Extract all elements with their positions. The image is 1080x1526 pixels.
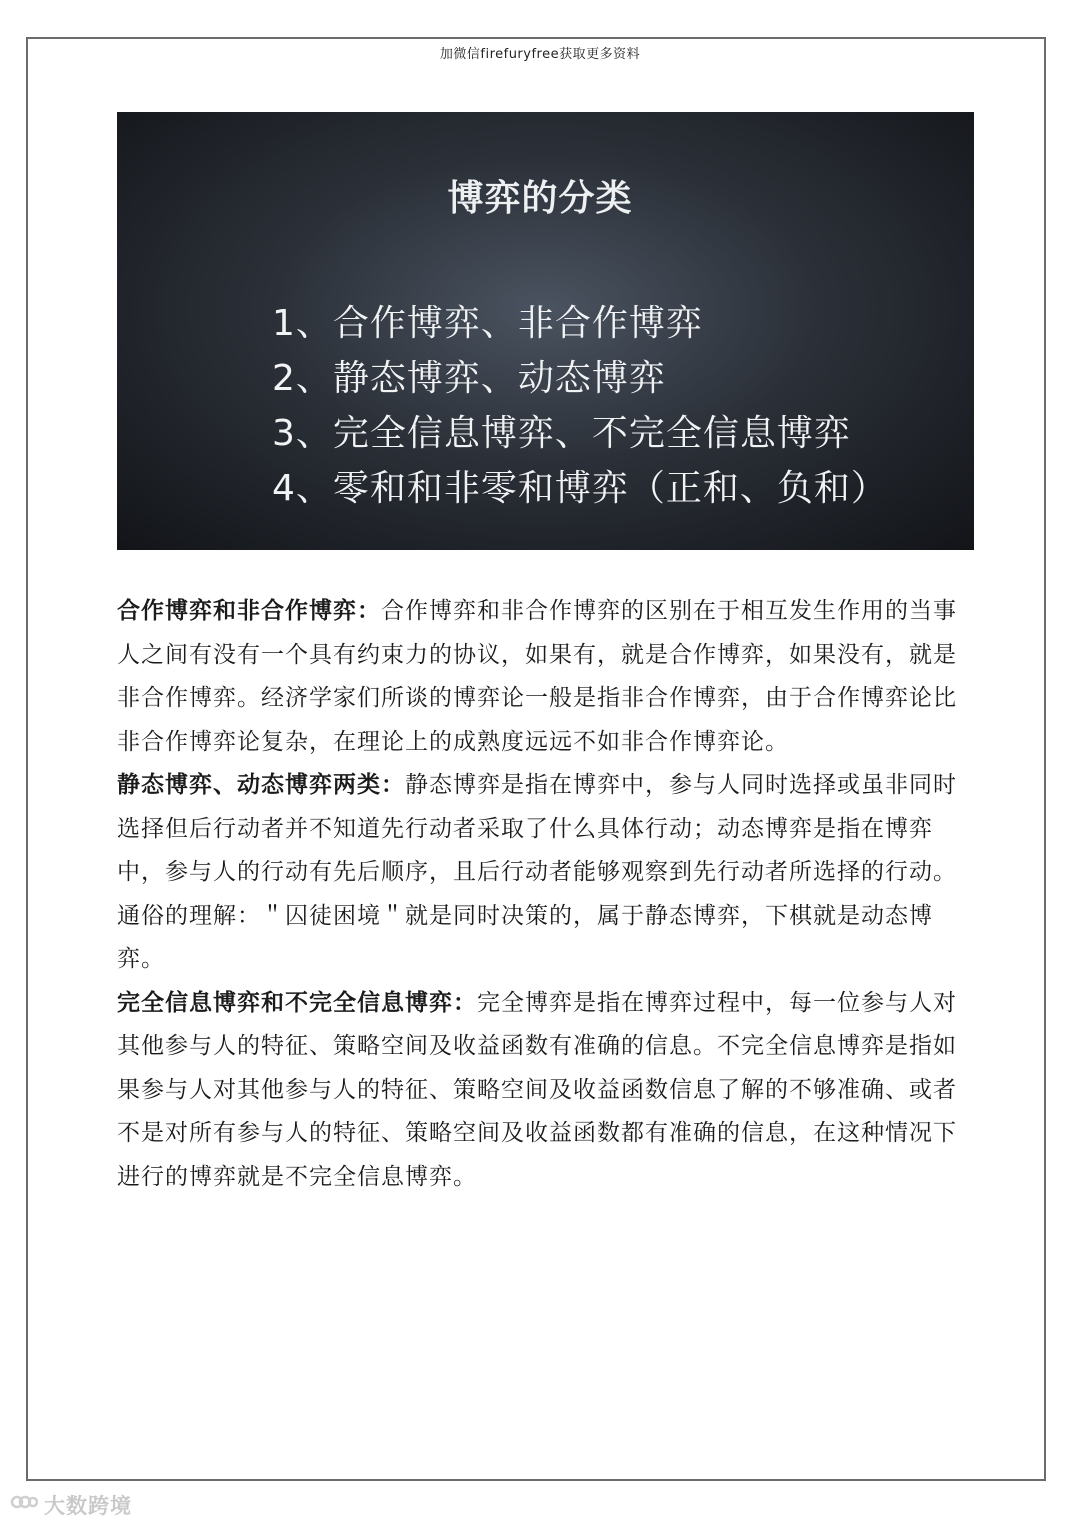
slide-title: 博弈的分类 [447, 178, 633, 219]
paragraph-term: 完全信息博弈和不完全信息博弈： [117, 989, 477, 1016]
slide-list [272, 296, 888, 516]
paragraph-text: 静态博弈是指在博弈中，参与人同时选择或虽非同时选择但后行动者并不知道先行动者采取了什么具体行动；动态博弈是指在博弈中，参与人的行动有先后顺序，且后行动者能够观察到先行动者所选择的行动。通俗的理解：＂囚徒困境＂就是同时决策的，属于静态博弈，下棋就是动态博弈。 [117, 772, 957, 972]
paragraph-static-dynamic [117, 764, 972, 982]
paragraph-information [117, 982, 972, 1200]
slide-list-item: 3、完全信息博弈、不完全信息博弈 [272, 413, 851, 454]
paragraph-cooperative [117, 590, 972, 764]
slide-list-item: 1、合作博弈、非合作博弈 [272, 303, 703, 344]
paragraph-term: 合作博弈和非合作博弈： [117, 598, 381, 624]
header-note: 加微信firefuryfree获取更多资料 [439, 47, 641, 62]
slide-list-item: 2、静态博弈、动态博弈 [272, 358, 666, 399]
paragraph-text: 合作博弈和非合作博弈的区别在于相互发生作用的当事人之间有没有一个具有约束力的协议，如果有，就是合作博弈，如果没有，就是非合作博弈。经济学家们所谈的博弈论一般是指非合作博弈，由于合作博弈论比非合作博弈论复杂，在理论上的成熟度远远不如非合作博弈论。 [117, 598, 957, 755]
body-text [117, 590, 972, 1199]
paragraph-term: 静态博弈、动态博弈两类： [117, 772, 405, 798]
logo-icon [10, 1491, 38, 1519]
slide-list-item: 4、零和和非零和博弈（正和、负和） [272, 468, 888, 509]
watermark [10, 1490, 132, 1520]
watermark-text: 大数跨境 [44, 1494, 132, 1518]
paragraph-text: 完全博弈是指在博弈过程中，每一位参与人对其他参与人的特征、策略空间及收益函数有准确的信息。不完全信息博弈是指如果参与人对其他参与人的特征、策略空间及收益函数信息了解的不够准确、或者不是对所有参与人的特征、策略空间及收益函数都有准确的信息，在这种情况下进行的博弈就是不完全信息博弈。 [117, 989, 957, 1190]
